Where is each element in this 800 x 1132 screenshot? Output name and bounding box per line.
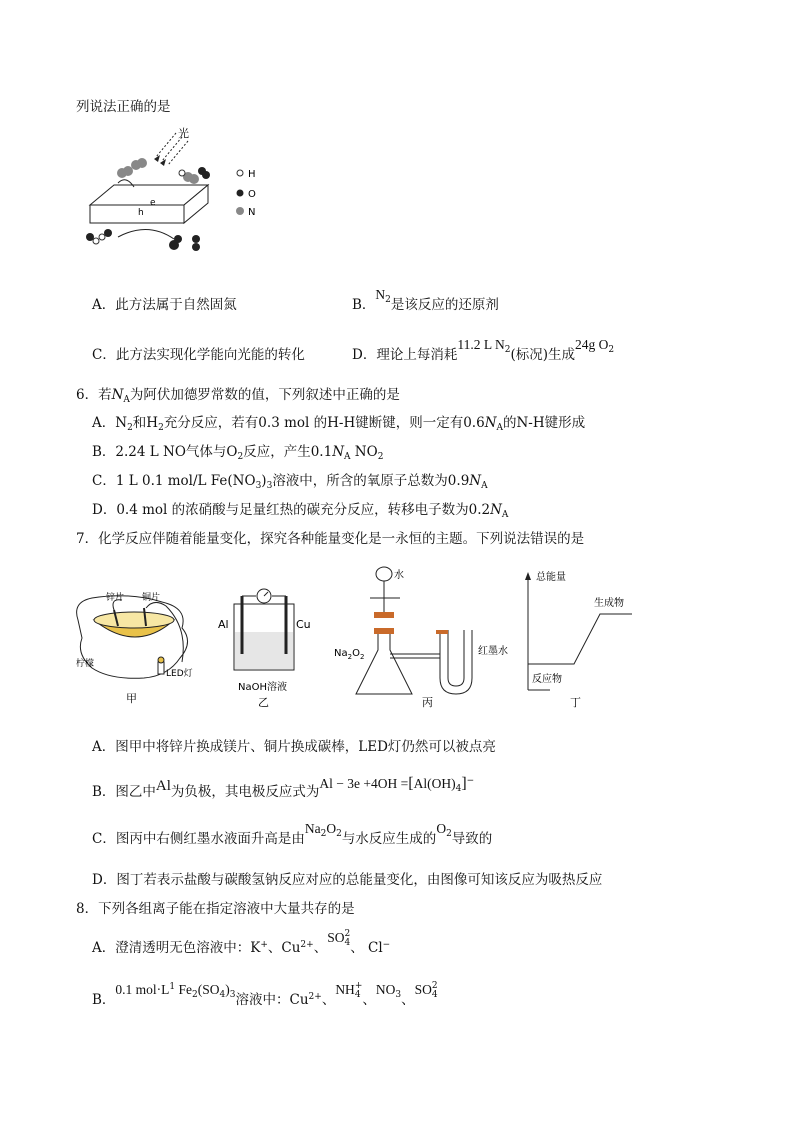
legend-o: O bbox=[248, 189, 256, 200]
lemon-label: 柠檬 bbox=[76, 659, 95, 669]
legend-n: N bbox=[248, 207, 256, 218]
water-label: 水 bbox=[394, 570, 404, 581]
copper-label: 铜片 bbox=[142, 593, 161, 603]
photocatalysis-figure bbox=[78, 125, 278, 255]
q5-option-c: C．此方法实现化学能向光能的转化 bbox=[92, 347, 305, 363]
q6-option-a: A．$N_2$和$H_2$充分反应，若有0.3 mol 的H-H键断键，则一定有$0.6N_A$的N-H键形成 bbox=[92, 415, 586, 433]
q7-option-d: D．图丁若表示盐酸与碳酸氢钠反应对应的总能量变化，由图像可知该反应为吸热反应 bbox=[92, 872, 603, 888]
total-energy-label: 总能量 bbox=[536, 572, 566, 583]
caption-jia: 甲 bbox=[126, 692, 137, 705]
electron-label: e bbox=[150, 198, 156, 208]
q7-option-b: B．图乙中Al为负极，其电极反应式为Al − 3e +4OH =[Al(OH)$^4$]− bbox=[92, 775, 475, 800]
q8-stem: 8．下列各组离子能在指定溶液中大量共存的是 bbox=[76, 901, 355, 917]
naoh-label: NaOH溶液 bbox=[238, 682, 287, 693]
reactants-label: 反应物 bbox=[532, 674, 562, 685]
q5-option-b: B．$N^2$是该反应的还原剂 bbox=[352, 287, 499, 313]
q5-option-d: D．理论上每消耗11.2 L $N^2$(标况)生成24g $O^2$ bbox=[352, 337, 615, 363]
q6-stem: 6．若$N_A$为阿伏加德罗常数的值，下列叙述中正确的是 bbox=[76, 387, 400, 405]
intro-text: 列说法正确的是 bbox=[76, 99, 171, 115]
caption-bing: 丙 bbox=[422, 696, 433, 709]
q6-option-c: C．1 L 0.1 mol/L $Fe(NO_3)_3$溶液中，所含的氧原子总数为$0.9N_A$ bbox=[92, 473, 488, 491]
na2o2-label: $Na_2O_2$ bbox=[334, 648, 365, 661]
q8-option-b: B．0.1 $mol\cdot L^1$ $Fe^2(SO^4)^3$溶液中：$Cu^{2+}$、NH + 4 、$NO^3$、SO 2 4 bbox=[92, 980, 438, 1008]
caption-yi: 乙 bbox=[258, 696, 269, 709]
q7-stem: 7．化学反应伴随着能量变化，探究各种能量变化是一永恒的主题。下列说法错误的是 bbox=[76, 531, 585, 547]
legend-h: H bbox=[248, 169, 256, 180]
led-label: LED灯 bbox=[166, 669, 193, 679]
caption-ding: 丁 bbox=[570, 696, 581, 709]
q8-option-a: A．澄清透明无色溶液中：K+、$Cu^{2+}$、SO 2 4 、 Cl− bbox=[92, 928, 391, 956]
hole-label: h bbox=[138, 208, 144, 218]
al-electrode-label: Al bbox=[218, 618, 229, 631]
q5-option-a: A．此方法属于自然固氮 bbox=[92, 297, 237, 313]
q6-option-d: D．0.4 mol 的浓硝酸与足量红热的碳充分反应，转移电子数为$0.2N_A$ bbox=[92, 502, 509, 520]
energy-figures bbox=[70, 558, 650, 718]
products-label: 生成物 bbox=[594, 598, 624, 609]
light-label: 光 bbox=[178, 127, 189, 140]
cu-electrode-label: Cu bbox=[296, 618, 311, 631]
red-ink-label: 红墨水 bbox=[478, 646, 508, 657]
zinc-label: 锌片 bbox=[106, 593, 125, 603]
q7-option-c: C．图丙中右侧红墨水液面升高是由$Na^2O^2$与水反应生成的$O^2$导致的 bbox=[92, 821, 493, 847]
q6-option-b: B．2.24 L NO气体与$O_2$反应，产生$0.1N_A$ $NO_2$ bbox=[92, 444, 384, 462]
q7-option-a: A．图甲中将锌片换成镁片、铜片换成碳棒，LED灯仍然可以被点亮 bbox=[92, 739, 496, 755]
